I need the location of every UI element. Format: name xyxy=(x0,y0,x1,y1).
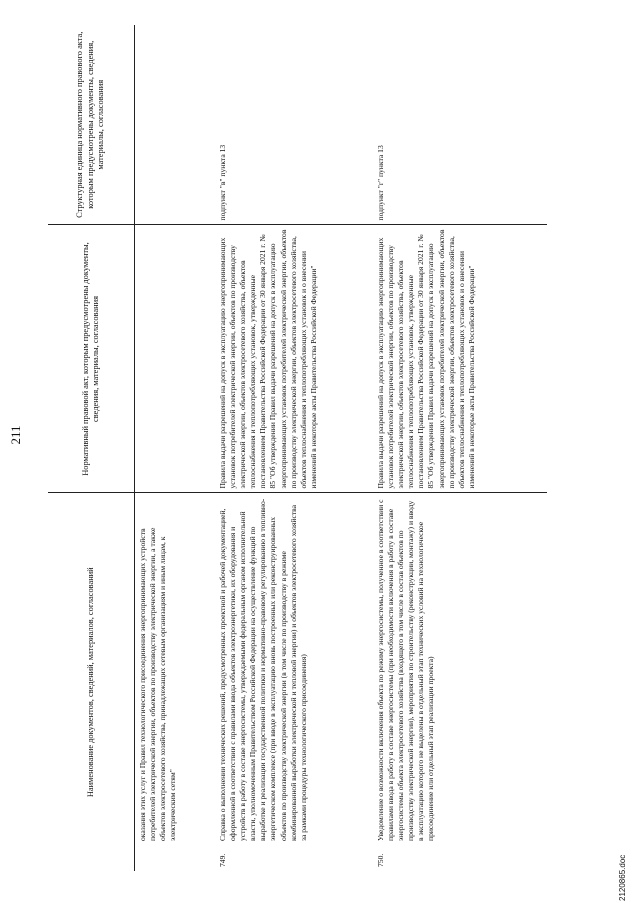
header-documents: Наименование документов, сведений, материалов, согласований xyxy=(48,493,135,871)
cell-documents xyxy=(135,493,216,871)
cell-structural-unit: подпункт "г" пункта 13 xyxy=(376,145,385,221)
cell-documents xyxy=(215,493,373,871)
header-structural-unit: Структурная единица нормативного правового акта, которым предусмотрены документы, сведения, материалы, согласования xyxy=(75,31,106,218)
page-number: 211 xyxy=(8,425,23,445)
documents-table xyxy=(48,25,547,871)
row-number: 749. xyxy=(218,853,227,867)
row-number: 750. xyxy=(376,853,385,867)
continuation-text: оказания этих услуг и Правил технологического присоединения энергопринимающих устройств потребителей электрической энергии, объектов по производству электрической энергии, а также объектов электросетевого хозяйства, принадлежащих сетевым организациям и иным лицам, к электрическим сетям" xyxy=(138,527,178,841)
table-header-row xyxy=(48,25,135,871)
document-text: Справка о выполнении технических решений, предусмотренных проектной и рабочей документацией, оформленной в соответствии с правилами ввода объектов электроэнергетики, их оборудования и устройств в работу в составе энергосистемы, утверждаемыми федеральным органом исполнительной власти, уполномоченным Правительством Российской Федерации на осуществление функций по выработке и реализации государственной политики и нормативно-правовому регулированию в топливно-энергетическом комплексе (при вводе в эксплуатацию вновь построенных или реконструированных объектов по производству электрической энергии (в том числе по производству в режиме комбинированной выработки электрической и тепловой энергии) и объектов электросетевого хозяйства за рамками процедуры технологического присоединения) xyxy=(218,498,308,841)
table-row xyxy=(373,25,547,871)
document-text: Уведомление о возможности включения объекта по режиму энергосистемы, полученное в соответствии с правилами ввода в работу в составе энергосистемы (при необходимости включения в работу в составе энергосистемы объекта электросетевого хозяйства (входящего в том числе в состав объектов по производству электрической энергии), мероприятия по строительству (реконструкции, монтажу) и вводу в эксплуатацию которого не выделены в отдельный этап технических условий на технологическое присоединение или отдельный этап реализации проекта) xyxy=(376,499,436,841)
cell-documents xyxy=(373,493,547,871)
cell-legal-act: Правила выдачи разрешений на допуск в эксплуатацию энергопринимающих установок потребителей электрической энергии, объектов по производству электрической энергии, объектов электросетевого хозяйства, объектов теплоснабжения и теплопотребляющих установок, утвержденные постановлением Правительства Российской Федерации от 30 января 2021 г. № 85 "Об утверждении Правил выдачи разрешений на допуск в эксплуатацию энергопринимающих установок потребителей электрической энергии, объектов по производству электрической энергии, объектов электросетевого хозяйства, объектов теплоснабжения и теплопотребляющих установок и о внесении изменений в некоторые акты Правительства Российской Федерации" xyxy=(215,225,373,493)
cell-structural-unit: подпункт "в" пункта 13 xyxy=(218,144,227,221)
file-name: 2120865.doc xyxy=(618,854,627,901)
cell-structural-unit xyxy=(135,25,216,225)
cell-legal-act: Правила выдачи разрешений на допуск в эксплуатацию энергопринимающих установок потребителей электрической энергии, объектов по производству электрической энергии, объектов электросетевого хозяйства, объектов теплоснабжения и теплопотребляющих установок, утвержденные постановлением Правительства Российской Федерации от 30 января 2021 г. № 85 "Об утверждении Правил выдачи разрешений на допуск в эксплуатацию энергопринимающих установок потребителей электрической энергии, объектов по производству электрической энергии, объектов электросетевого хозяйства, объектов теплоснабжения и теплопотребляющих установок и о внесении изменений в некоторые акты Правительства Российской Федерации" xyxy=(373,225,547,493)
table-row-continuation xyxy=(135,25,216,871)
row-number-empty xyxy=(138,841,178,867)
cell-legal-act xyxy=(135,225,216,493)
table-row xyxy=(215,25,373,871)
header-legal-act: Нормативный правовой акт, которым предусмотрены документы, сведения, материалы, согласования xyxy=(48,225,135,493)
